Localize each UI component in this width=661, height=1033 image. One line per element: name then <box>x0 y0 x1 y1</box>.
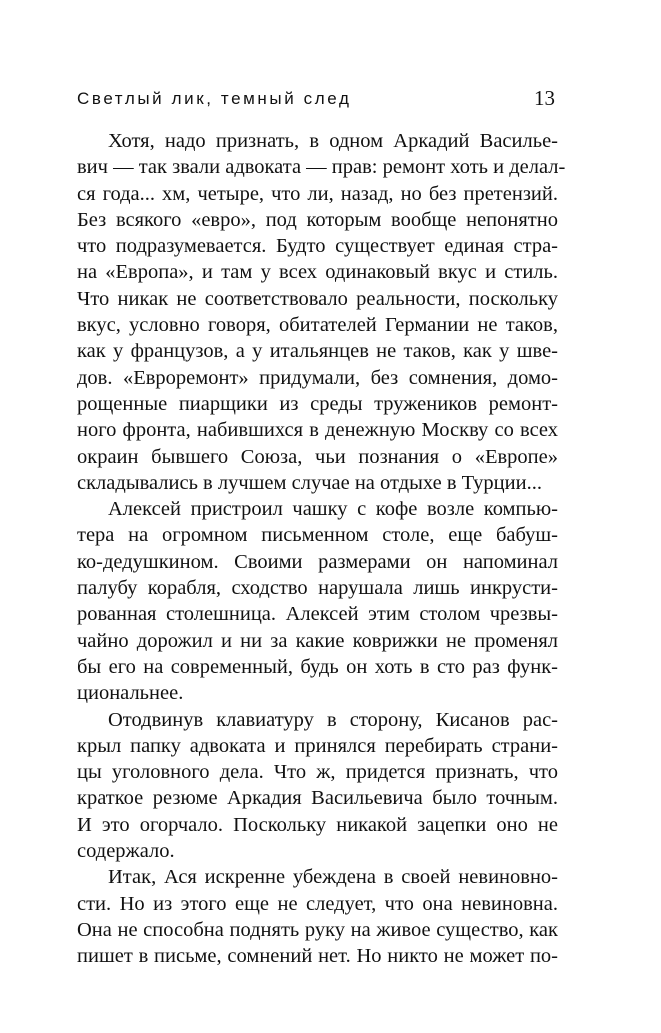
body-text <box>77 128 566 970</box>
page-number: 13 <box>534 86 555 110</box>
text-line: рощенные пиарщики из среды тружеников ремонт- <box>77 392 558 415</box>
text-line: Что никак не соответствовало реальности, поскольку <box>77 287 558 310</box>
text-line: палубу корабля, сходство нарушала лишь инкрусти- <box>77 577 558 600</box>
text-line: Без всякого «евро», под которым вообще непонятно <box>77 208 558 231</box>
text-line: Отодвинув клавиатуру в сторону, Кисанов рас- <box>108 708 558 731</box>
text-line: Хотя, надо признать, в одном Аркадий Васильe- <box>108 130 558 152</box>
text-line: как у французов, а у итальянцев не таков, как у шве- <box>77 340 558 363</box>
text-line: окраин бывшего Союза, чьи познания о «Европе» <box>77 445 558 468</box>
text-line: тера на огромном письменном столе, еще бабуш- <box>77 524 558 547</box>
text-line: рованная столешница. Алексей этим столом чрезвы- <box>77 603 558 626</box>
text-line: крыл папку адвоката и принялся перебирать страни- <box>77 734 558 757</box>
text-line: содержало. <box>77 840 175 863</box>
text-line: на «Европа», и там у всех одинаковый вкус и стиль. <box>77 261 558 284</box>
page-title: Светлый лик, темный след <box>77 89 352 108</box>
text-line: складывались в лучшем случае на отдыхе в Турции... <box>77 471 542 494</box>
text-line: ко-дедушкином. Своими размерами он напоминал <box>77 550 558 573</box>
text-line: И это огорчало. Поскольку никакой зацепки оно не <box>77 813 558 836</box>
text-line: цы уголовного дела. Что ж, придется признать, что <box>77 761 558 784</box>
text-line: ного фронта, набившихся в денежную Москву со всех <box>77 419 558 442</box>
text-line: бы его на современный, будь он хоть в сто раз функ- <box>77 655 558 678</box>
text-line: чайно дорожил и ни за какие коврижки не променял <box>77 629 558 652</box>
text-line: Алексей пристроил чашку с кофе возле компью- <box>108 498 558 521</box>
paragraph <box>77 496 558 706</box>
paragraph <box>77 128 566 496</box>
text-line: вич — так звали адвоката — прав: ремонт хоть и делал- <box>77 156 566 179</box>
text-line: Она не способна поднять руку на живое существо, как <box>77 918 558 941</box>
text-line: Итак, Ася искренне убеждена в своей невиновно- <box>108 866 558 889</box>
running-header <box>77 86 557 112</box>
text-line: краткое резюме Аркадия Васильевича было точным. <box>77 787 558 810</box>
text-line: циональнее. <box>77 682 184 705</box>
text-line: что подразумевается. Будто существует единая стра- <box>77 235 558 258</box>
text-line: ся года... хм, четыре, что ли, назад, но без претензий. <box>77 182 558 205</box>
text-line: сти. Но из этого еще не следует, что она невиновна. <box>77 892 558 915</box>
text-line: пишет в письме, сомнений нет. Но никто не может по- <box>77 945 558 968</box>
text-line: вкус, условно говоря, обитателей Германии не таков, <box>77 314 558 337</box>
text-line: дов. «Евроремонт» придумали, без сомнения, домо- <box>77 366 558 389</box>
paragraph <box>77 864 558 969</box>
paragraph <box>77 707 558 865</box>
